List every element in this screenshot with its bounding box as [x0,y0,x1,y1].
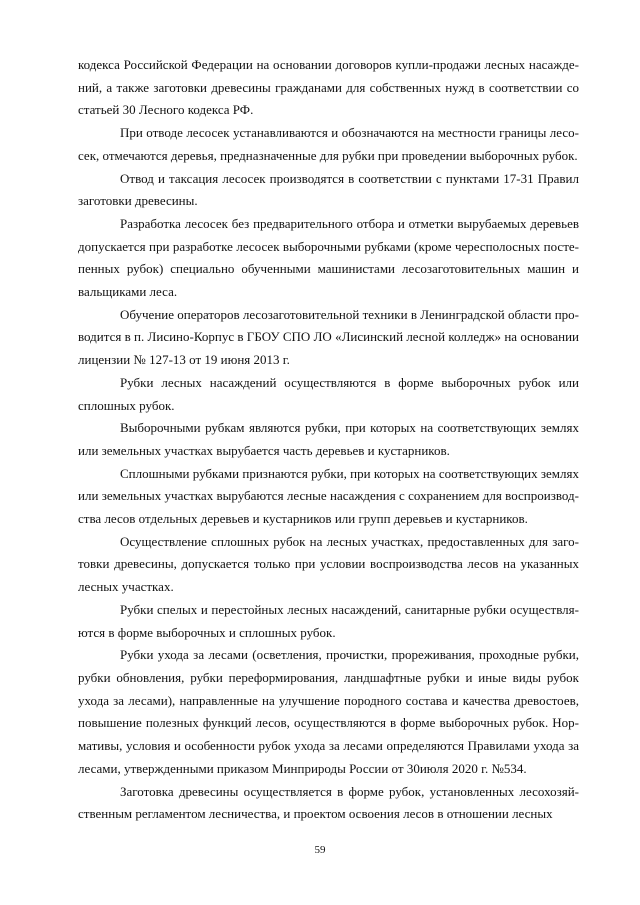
paragraph-mature-stands: Рубки спелых и перестойных лесных насаждений, санитарные рубки осуществляются в форме выборочных и сплошных рубок. [78,601,579,640]
paragraph-development: Разработка лесосек без предварительного отбора и отметки вырубаемых деревьев допускается при разработке лесосек выборочными рубками (кроме чересполосных постепенных рубок) специально обученными машинистами лесозаготовительных машин и вальщиками леса. [78,215,579,300]
paragraph-training: Обучение операторов лесозаготовительной техники в Ленинградской области проводится в п. Лисино-Корпус в ГБОУ СПО ЛО «Лисинский лесной колледж» на основании лицензии № 127-13 от 19 июня 2013 г. [78,306,579,368]
paragraph-clear-cutting-conditions: Осуществление сплошных рубок на лесных участках, предоставленных для заготовки древесины, допускается только при условии воспроизводства лесов на указанных лесных участках. [78,533,579,595]
paragraph-continuation: кодекса Российской Федерации на основании договоров купли-продажи лесных насаждений, а также заготовки древесины гражданами для собственных нужд в соответствии со статьей 30 Лесного кодекса РФ. [78,57,579,118]
document-body [78,54,579,826]
paragraph-taxation: Отвод и таксация лесосек производятся в соответствии с пунктами 17-31 Правил заготовки древесины. [78,170,579,209]
paragraph-selective-cutting: Выборочными рубкам являются рубки, при которых на соответствующих землях или земельных участках вырубается часть деревьев и кустарников. [78,420,579,458]
paragraph-allotment: При отводе лесосек устанавливаются и обозначаются на местности границы лесосек, отмечаются деревья, предназначенные для рубки при проведении выборочных рубок. [78,125,579,163]
paragraph-harvesting: Заготовка древесины осуществляется в форме рубок, установленных лесохозяйственным регламентом лесничества, и проектом освоения лесов в отношении лесных [78,783,579,822]
paragraph-clear-cutting: Сплошными рубками признаются рубки, при которых на соответствующих землях или земельных участках вырубаются лесные насаждения с сохранением для воспроизводства лесов отдельных деревьев и кустарников или групп деревьев и кустарников. [78,465,579,527]
paragraph-care-cutting: Рубки ухода за лесами (осветления, прочистки, прореживания, проходные рубки, рубки обновления, рубки переформирования, ландшафтные рубки и иные виды рубок ухода за лесами), направленные на улучшение породного состава и качества древостоев, повышение полезных функций лесов, осуществляются в форме выборочных рубок. Нормативы, условия и особенности рубок ухода за лесами определяются Правилами ухода за лесами, утвержденными приказом Минприроды России от 30июля 2020 г. №534. [78,647,579,776]
paragraph-cutting-forms: Рубки лесных насаждений осуществляются в форме выборочных рубок или сплошных рубок. [78,374,579,413]
page-number: 59 [314,844,326,856]
